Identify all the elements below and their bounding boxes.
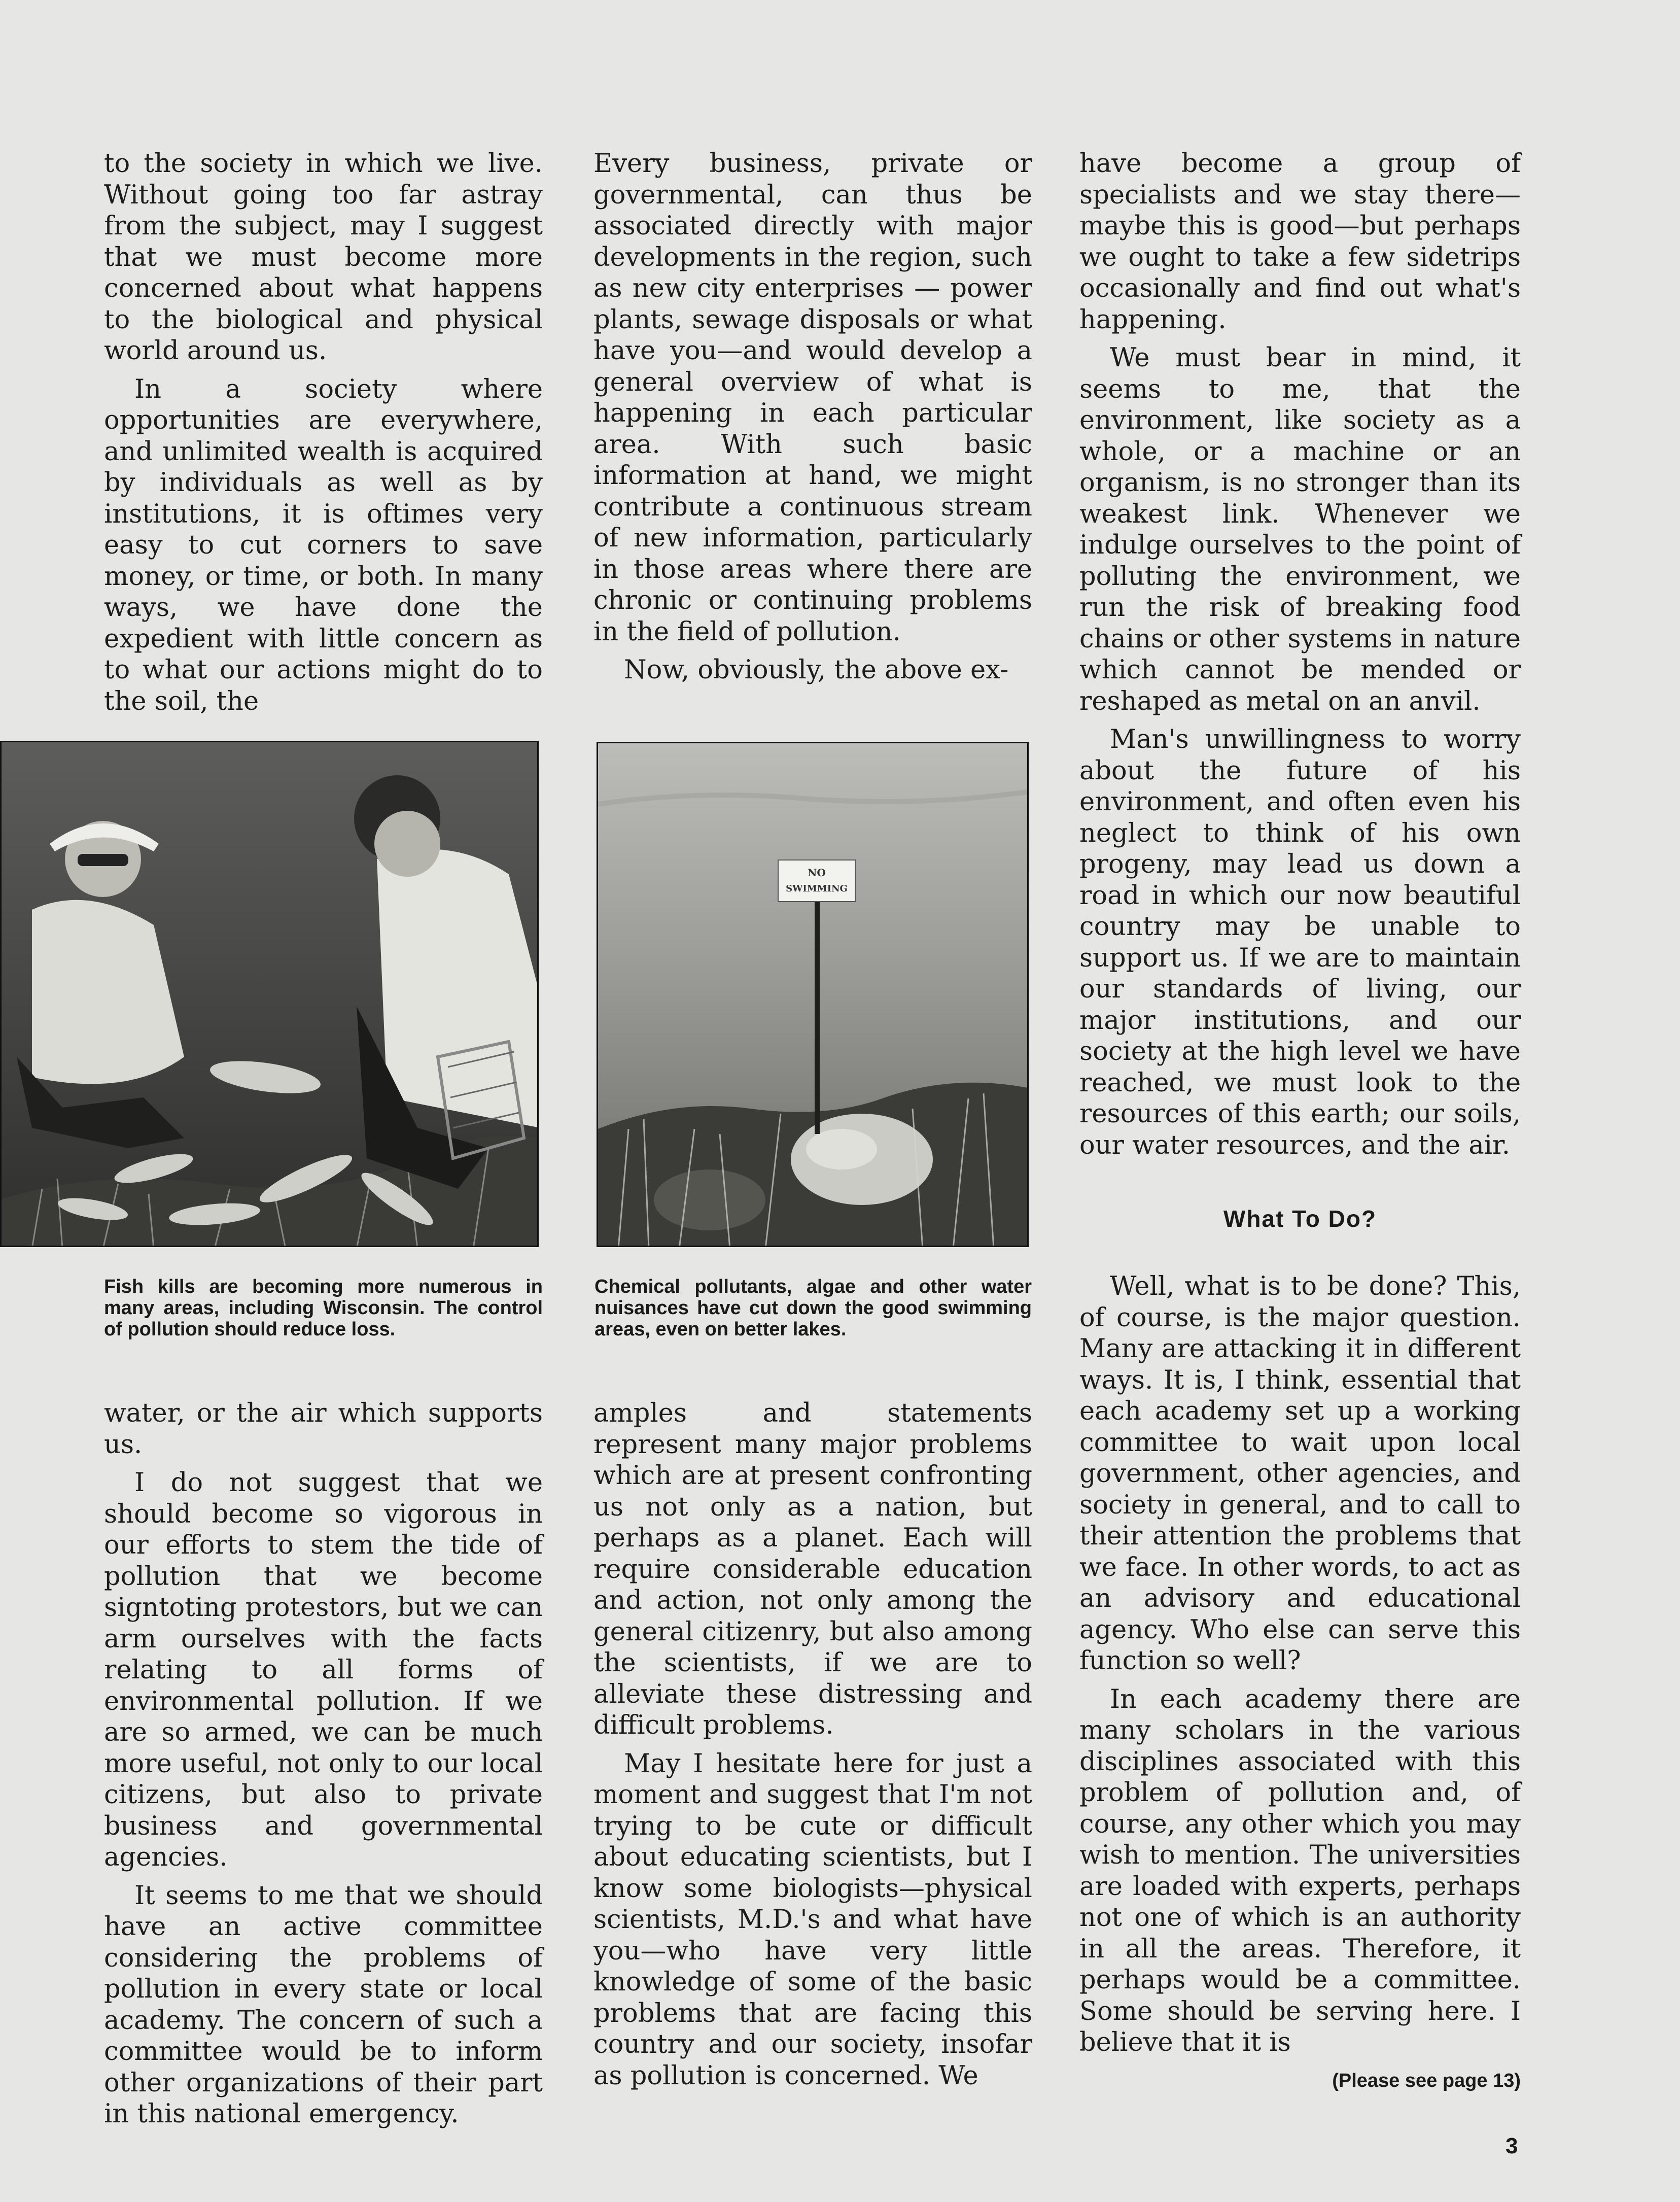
section-heading: What To Do? bbox=[1223, 1206, 1377, 1232]
fish-kill-photo bbox=[0, 741, 539, 1247]
column-2-top bbox=[593, 148, 1032, 693]
paragraph: Man's unwillingness to worry about the future of his environment, and often even his neglect to think of his own progeny, may lead us down a road in which our now beautiful country may be unable to support us. If we are to maintain our standards of living, our major institutions, and our society at the high level we have reached, we must look to the resources of this earth; our soils, our water resources, and the air. bbox=[1079, 725, 1521, 1160]
column-1-bottom bbox=[104, 1398, 543, 2137]
paragraph: We must bear in mind, it seems to me, that the environment, like society as a whole, or a machine or an organism, is no stronger than its weakest link. Whenever we indulge ourselves to the point of polluting the environment, we run the risk of breaking food chains or other systems in nature which cannot be mended or reshaped as metal on an anvil. bbox=[1079, 343, 1521, 716]
photo-2-caption: Chemical pollutants, algae and other water nuisances have cut down the good swimming areas, even on better lakes. bbox=[594, 1276, 1032, 1340]
continued-note: (Please see page 13) bbox=[1332, 2070, 1521, 2091]
paragraph: to the society in which we live. Without going too far astray from the subject, may I suggest that we must become more concerned about what happens to the biological and physical world around us. bbox=[104, 149, 543, 366]
lake-shore-illustration bbox=[598, 743, 1029, 1247]
photo-1-caption: Fish kills are becoming more numerous in many areas, including Wisconsin. The control of pollution should reduce loss. bbox=[104, 1276, 543, 1340]
page-number: 3 bbox=[1506, 2134, 1518, 2158]
column-2-bottom bbox=[593, 1398, 1032, 2098]
paragraph: May I hesitate here for just a moment and suggest that I'm not trying to be cute or difficult about educating scientists, but I know some biologists—physical scientists, M.D.'s and what have you—who have very little knowledge of some of the basic problems that are facing this country and our society, insofar as pollution is concerned. We bbox=[593, 1748, 1032, 2091]
paragraph: water, or the air which supports us. bbox=[104, 1398, 543, 1460]
paragraph: Now, obviously, the above ex- bbox=[624, 655, 1009, 685]
paragraph: In each academy there are many scholars in the various disciplines associated with this problem of pollution and, of course, any other which you may wish to mention. The universities are loaded with experts, perhaps not one of which is an authority in all the areas. Therefore, it perhaps would be a committee. Some should be serving here. I believe that it is bbox=[1079, 1684, 1521, 2057]
paragraph: amples and statements represent many major problems which are at present confronting us not only as a nation, but perhaps as a planet. Each will require considerable education and action, not only among the general citizenry, but also among the scientists, if we are to alleviate these distressing and difficult problems. bbox=[593, 1398, 1032, 1740]
paragraph: I do not suggest that we should become so vigorous in our efforts to stem the tide of pollution that we become signtoting protestors, but we can arm ourselves with the facts relating to all forms of environmental pollution. If we are so armed, we can be much more useful, not only to our local citizens, but also to private business and governmental agencies. bbox=[104, 1468, 543, 1872]
paragraph: Well, what is to be done? This, of course, is the major question. Many are attacking it in different ways. It is, I think, essential that each academy set up a working committee to wait upon local government, other agencies, and society in general, and to call to their attention the problems that we face. In other words, to act as an advisory and educational agency. Who else can serve this function so well? bbox=[1079, 1271, 1521, 1676]
paragraph: have become a group of specialists and we stay there—maybe this is good—but perhaps we ought to take a few sidetrips occasionally and find out what's happening. bbox=[1079, 149, 1521, 335]
paragraph: It seems to me that we should have an active committee considering the problems of pollution in every state or local academy. The concern of such a committee would be to inform other organizations of their part in this national emergency. bbox=[104, 1880, 543, 2129]
column-3-bottom bbox=[1079, 1271, 1521, 2066]
sign-text-line-2: SWIMMING bbox=[786, 883, 848, 894]
no-swimming-photo bbox=[597, 742, 1029, 1247]
paragraph: Every business, private or governmental, can thus be associated directly with major developments in the region, such as new city enterprises — power plants, sewage disposals or what have you—and would develop a general overview of what is happening in each particular area. With such basic information at hand, we might contribute a continuous stream of new information, particularly in those areas where there are chronic or continuing problems in the field of pollution. bbox=[593, 149, 1032, 647]
paragraph: In a society where opportunities are everywhere, and unlimited wealth is acquired by individuals as well as by institutions, it is oftimes very easy to cut corners to save money, or time, or both. In many ways, we have done the expedient with little concern as to what our actions might do to the soil, the bbox=[104, 374, 543, 716]
fish-kill-illustration bbox=[2, 742, 539, 1247]
sign-text-line-1: NO bbox=[808, 867, 826, 879]
column-1-top bbox=[104, 148, 543, 724]
column-3-top bbox=[1079, 148, 1521, 1168]
